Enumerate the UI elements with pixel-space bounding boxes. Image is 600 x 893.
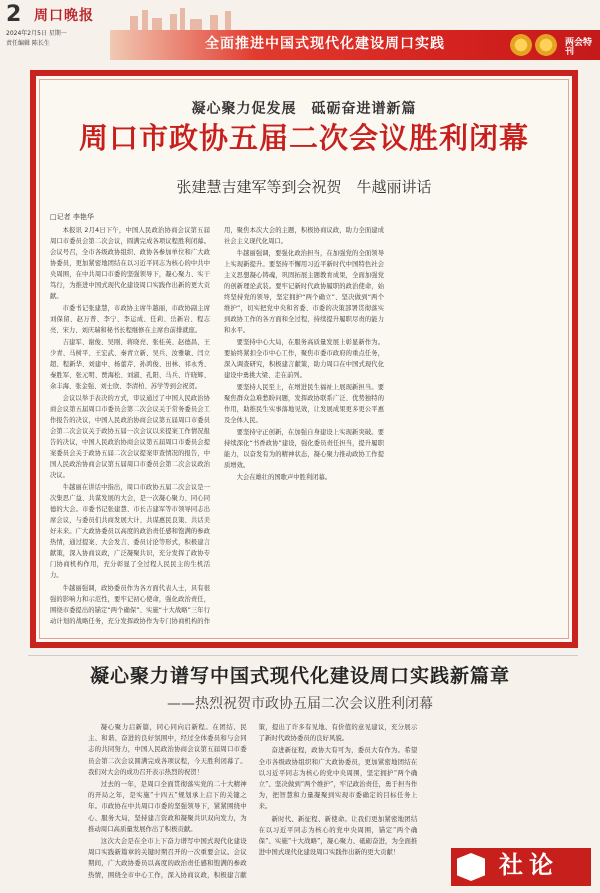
lead-paragraph: 要坚持人民至上，在增进民生福祉上展现新担当。要聚焦群众急难愁盼问题，发挥政协联系广泛、优势独特的作用，助推民生实事落地见效，让发展成果更多更公平惠及全体人民。 [224,384,384,425]
editorial-mark-icon [457,853,485,881]
lead-paragraph: 吉建军、谢俊、吴刚、蒋晓亮、张桂英、赵德昌、王少青、马树平、王宏武、秦青立新、吴兵、汝雅敏、闫立超、程新华、刘建中、杨蕾芹、孙鸿俊、田林、祁永秀、秦胜军、张元明、贾海松、刘淑、孔阳、马兵、许晓辉、余丰海、张金强、刘士欣、李清柏、苏学等到会祝贺。 [50,339,210,391]
dateline: 2024年2月5日 星期一 [6,30,67,37]
masthead [0,0,600,74]
lead-paragraph: 要坚持中心大局，在服务高质量发展上彰显新作为。要始终紧扣全市中心工作，聚焦市委市政府的重点任务，深入调查研究，积极建言献策，助力周口在中国式现代化建设中勇挑大梁、走在前列。 [224,339,384,380]
lead-paragraph: 牛越丽在讲话中指出，周口市政协五届二次会议是一次集思广益、共谋发展的大会，是一次凝心聚力、同心同德的大会。市委书记张建慧、市长吉建军等市领导同志出席会议，与委员们共商发展大计、共谋惠民良策、共话美好未来。广大政协委员以高度的政治责任感和饱满的参政热情，通过提案、大会发言、委员讨论等形式，积极建言献策，深入协商议政，广泛凝聚共识，充分发挥了政协专门协商机构作用，充分彰显了全过程人民民主的生机活力。 [50,484,210,580]
lead-paragraph: 会议以举手表决的方式，审议通过了中国人民政治协商会议第五届周口市委员会第二次会议关于常务委员会工作报告的决议，中国人民政治协商会议第五届周口市委员会第二次会议关于政协五届一次会议以来提案工作情况报告的决议，中国人民政治协商会议第五届周口市委员会提案委员会关于政协五届二次会议提案审查情况的报告，中国人民政治协商会议第五届周口市委员会第二次会议政治决议。 [50,395,210,480]
theme-banner [110,30,600,60]
editor-credit: 责任编辑 陈长生 [6,40,50,47]
paper-name-logo: 周口晚报 [34,8,94,24]
editorial-paragraph: 这次大会是在全市上下奋力谱写中国式现代化建设周口实践新篇章的关键时期召开的一次重要会议。会议期间，广大政协委员以高度的政治责任感和饱满的参政热情，围绕全市中心工作，深入协商议政，积极建言献策，提出了许多有见地、有价值的意见建议，充分展示了新时代政协委员的良好风貌。 [88,723,418,879]
byline: □记者 李艳华 [50,213,94,221]
lead-paragraph: 大会在雄壮的国歌声中胜利闭幕。 [236,474,332,482]
lead-paragraph: 牛越丽强调，政协委员作为各方面代表人士，具有很强的影响力和示范性，要牢记初心使命，强化政治责任，围绕市委提出的锚定“两个确保”、实施“十大战略”三年行动计划的战略任务，充分发挥政协作为专门协商机构的作用，聚焦本次大会的主题，积极协商议政，助力全面建成社会主义现代化周口。 [50,227,384,625]
section-divider [28,655,578,656]
editorial-paragraph: 新时代、新征程、新使命。让我们更加紧密地团结在以习近平同志为核心的党中央周围，锚定“两个确保”、实施“十大战略”，凝心聚力、砥砺奋进，为全面推进中国式现代化建设周口实践作出新的更大贡献！ [258,814,418,857]
lead-paragraph: 本报讯 2月4日下午，中国人民政治协商会议第五届周口市委员会第二次会议，圆满完成各项议程胜利闭幕。会议号召，全市各级政协组织、政协各参加单位和广大政协委员，更加紧密地团结在以习近平同志为核心的中共中央周围，在中共周口市委的坚强领导下，凝心聚力、实干笃行，为推进中国式现代化建设周口实践作出新的更大贡献。 [50,227,210,301]
banner-title: 全面推进中国式现代化建设周口实践 [205,36,445,52]
lead-article [30,70,578,648]
lead-subhead: 张建慧吉建军等到会祝贺 牛越丽讲话 [176,178,432,196]
lead-body [50,225,558,640]
lead-paragraph: 牛越丽强调，要强化政治担当，在加强党的全面领导上实现新提升。要坚持不懈用习近平新时代中国特色社会主义思想凝心铸魂，巩固拓展主题教育成果，全面加强党的创新理论武装。要牢记新时代政协履职的政治使命，始终坚持党的领导，坚定拥护“两个确立”、坚决做到“两个维护”，切实把党中央和省委、市委的决策部署贯彻落实到政协工作的各方面和全过程，持续提升履职尽责的能力和水平。 [224,250,384,335]
editorial-label: 社论 [499,851,559,879]
editorial-paragraph: 凝心聚力启新篇，同心同向启新程。在团结、民主、和谐、奋进的良好氛围中，经过全体委员和与会同志的共同努力，中国人民政治协商会议第五届周口市委员会第二次会议圆满完成各项议程，今天胜利闭幕了。我们对大会的成功召开表示热烈的祝贺！ [88,723,247,776]
editorial-headline: 凝心聚力谱写中国式现代化建设周口实践新篇章 [89,665,510,687]
lead-paragraph: 市委书记张建慧，市政协主席牛越丽，市政协副主席刘保留、赵万普、李宁、李运成、任莉、岳新岩、程志亮、宋力、刘庆瑞和秘书长程继修在主席台前排就座。 [50,305,210,335]
cppcc-emblem-icon [510,34,532,56]
editorial-label-box [451,848,591,886]
lead-kicker: 凝心聚力促发展 砥砺奋进谱新篇 [191,101,417,117]
editorial-subhead: ——热烈祝贺市政协五届二次会议胜利闭幕 [167,696,433,712]
special-issue-tag: 两会特刊 [565,38,593,57]
lead-headline: 周口市政协五届二次会议胜利闭幕 [78,121,529,155]
page-number: 2 [6,2,22,27]
lead-paragraph: 要坚持守正创新，在加强自身建设上实现新突破。要持续深化“书香政协”建设，强化委员责任担当，提升履职能力，以奋发有为的精神状态，凝心聚力推动政协工作提质增效。 [224,429,384,470]
editorial-paragraph: 过去的一年，是周口全面贯彻落实党的二十大精神的开局之年，是实施“十四五”规划承上启下的关键之年。市政协在中共周口市委的坚强领导下，紧紧围绕中心、服务大局，坚持建言资政和凝聚共识双向发力，为推动周口高质量发展作出了积极贡献。 [88,780,247,833]
city-skyline-illustration [110,6,600,30]
national-emblem-icon [535,34,557,56]
editorial-paragraph: 奋进新征程，政协大有可为，委员大有作为。希望全市各级政协组织和广大政协委员，更加紧密地团结在以习近平同志为核心的党中央周围，坚定拥护“两个确立”、坚决做到“两个维护”，牢记政治责任，勇于担当作为，把智慧和力量凝聚到实现市委确定的目标任务上来。 [258,746,418,811]
